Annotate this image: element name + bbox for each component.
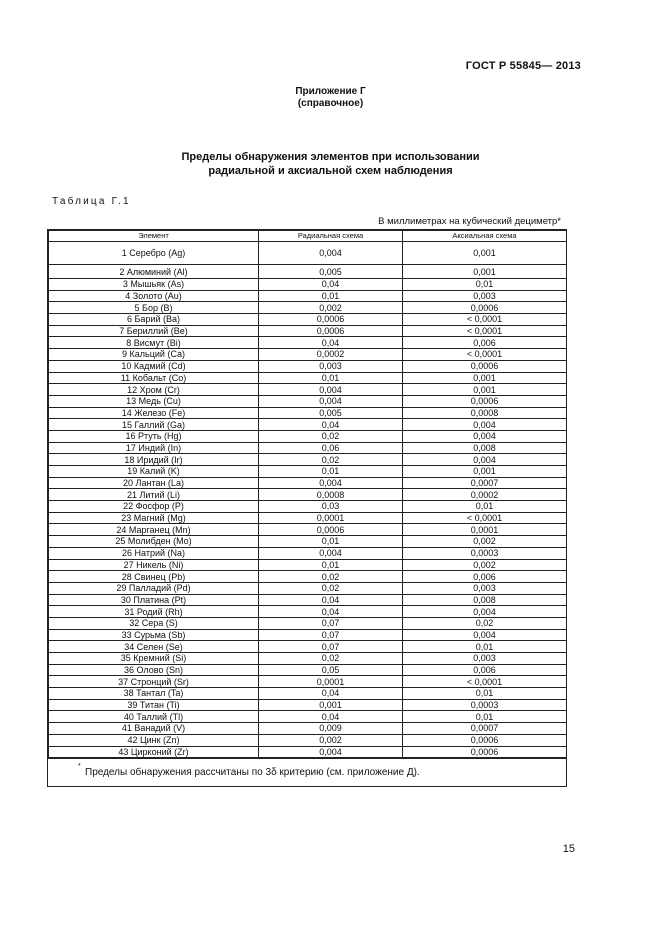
radial-value-cell: 0,04 [259, 594, 403, 606]
axial-value-cell: 0,0006 [403, 360, 567, 372]
axial-value-cell: 0,003 [403, 653, 567, 665]
element-cell: 38 Тантал (Ta) [49, 688, 259, 700]
radial-value-cell: 0,005 [259, 265, 403, 279]
table-row [49, 629, 567, 641]
radial-value-cell: 0,07 [259, 641, 403, 653]
radial-value-cell: 0,01 [259, 372, 403, 384]
element-cell: 35 Кремний (Si) [49, 653, 259, 665]
column-header-axial: Аксиальная схема [403, 231, 567, 242]
axial-value-cell: 0,0003 [403, 699, 567, 711]
radial-value-cell: 0,05 [259, 664, 403, 676]
table-row [49, 746, 567, 758]
table-row [49, 711, 567, 723]
radial-value-cell: 0,02 [259, 582, 403, 594]
table-row [49, 723, 567, 735]
element-cell: 23 Магний (Mg) [49, 512, 259, 524]
footnote-mark: * [78, 763, 81, 771]
element-cell: 33 Сурьма (Sb) [49, 629, 259, 641]
element-cell: 34 Селен (Se) [49, 641, 259, 653]
appendix-title: Приложение Г [295, 86, 366, 97]
table-row [49, 372, 567, 384]
table-row [49, 419, 567, 431]
units-note: В миллиметрах на кубический дециметр* [378, 216, 561, 227]
axial-value-cell: 0,002 [403, 559, 567, 571]
table-row [49, 489, 567, 501]
table-footnote [48, 758, 566, 786]
axial-value-cell: 0,001 [403, 384, 567, 396]
element-cell: 15 Галлий (Ga) [49, 419, 259, 431]
element-cell: 29 Палладий (Pd) [49, 582, 259, 594]
axial-value-cell: 0,02 [403, 617, 567, 629]
radial-value-cell: 0,004 [259, 395, 403, 407]
element-cell: 40 Таллий (Tl) [49, 711, 259, 723]
radial-value-cell: 0,005 [259, 407, 403, 419]
radial-value-cell: 0,01 [259, 466, 403, 478]
table-row [49, 302, 567, 314]
table-header-row [49, 231, 567, 242]
section-heading [0, 150, 661, 178]
element-cell: 13 Медь (Cu) [49, 395, 259, 407]
table-row [49, 559, 567, 571]
element-cell: 17 Индий (In) [49, 442, 259, 454]
radial-value-cell: 0,06 [259, 442, 403, 454]
table-row [49, 641, 567, 653]
radial-value-cell: 0,001 [259, 699, 403, 711]
element-cell: 1 Серебро (Ag) [49, 242, 259, 265]
table-row [49, 477, 567, 489]
axial-value-cell: 0,01 [403, 711, 567, 723]
table-row [49, 536, 567, 548]
axial-value-cell: 0,0001 [403, 524, 567, 536]
axial-value-cell: 0,006 [403, 571, 567, 583]
radial-value-cell: 0,0008 [259, 489, 403, 501]
radial-value-cell: 0,01 [259, 290, 403, 302]
radial-value-cell: 0,03 [259, 501, 403, 513]
appendix-subtitle: (справочное) [297, 98, 364, 109]
radial-value-cell: 0,002 [259, 302, 403, 314]
radial-value-cell: 0,04 [259, 606, 403, 618]
axial-value-cell: 0,01 [403, 279, 567, 291]
radial-value-cell: 0,004 [259, 384, 403, 396]
radial-value-cell: 0,0001 [259, 676, 403, 688]
heading-line-1: Пределы обнаружения элементов при использовании [181, 151, 480, 163]
axial-value-cell: 0,0007 [403, 477, 567, 489]
table-row [49, 360, 567, 372]
element-cell: 25 Молибден (Mo) [49, 536, 259, 548]
radial-value-cell: 0,04 [259, 711, 403, 723]
element-cell: 8 Висмут (Bi) [49, 337, 259, 349]
radial-value-cell: 0,02 [259, 571, 403, 583]
heading-line-2: радиальной и аксиальной схем наблюдения [208, 165, 453, 177]
element-cell: 16 Ртуть (Hg) [49, 430, 259, 442]
radial-value-cell: 0,02 [259, 430, 403, 442]
table-row [49, 699, 567, 711]
table-row [49, 279, 567, 291]
radial-value-cell: 0,004 [259, 547, 403, 559]
element-cell: 21 Литий (Li) [49, 489, 259, 501]
radial-value-cell: 0,04 [259, 688, 403, 700]
axial-value-cell: 0,004 [403, 419, 567, 431]
radial-value-cell: 0,02 [259, 653, 403, 665]
table-row [49, 325, 567, 337]
element-cell: 20 Лантан (La) [49, 477, 259, 489]
axial-value-cell: 0,0006 [403, 395, 567, 407]
table-row [49, 734, 567, 746]
column-header-element: Элемент [49, 231, 259, 242]
element-cell: 2 Алюминий (Al) [49, 265, 259, 279]
table-row [49, 466, 567, 478]
radial-value-cell: 0,0002 [259, 349, 403, 361]
axial-value-cell: 0,006 [403, 664, 567, 676]
element-cell: 37 Стронций (Sr) [49, 676, 259, 688]
column-header-radial: Радиальная схема [259, 231, 403, 242]
radial-value-cell: 0,01 [259, 559, 403, 571]
table-row [49, 688, 567, 700]
axial-value-cell: 0,003 [403, 582, 567, 594]
element-cell: 14 Железо (Fe) [49, 407, 259, 419]
table-row [49, 454, 567, 466]
axial-value-cell: 0,0006 [403, 734, 567, 746]
element-cell: 42 Цинк (Zn) [49, 734, 259, 746]
element-cell: 32 Сера (S) [49, 617, 259, 629]
table-row [49, 349, 567, 361]
element-cell: 43 Цирконий (Zr) [49, 746, 259, 758]
table-row [49, 606, 567, 618]
appendix-heading [0, 86, 661, 110]
table-row [49, 512, 567, 524]
radial-value-cell: 0,07 [259, 629, 403, 641]
element-cell: 41 Ванадий (V) [49, 723, 259, 735]
axial-value-cell: < 0,0001 [403, 314, 567, 326]
axial-value-cell: 0,004 [403, 606, 567, 618]
axial-value-cell: < 0,0001 [403, 676, 567, 688]
radial-value-cell: 0,002 [259, 734, 403, 746]
element-cell: 30 Платина (Pt) [49, 594, 259, 606]
table-row [49, 290, 567, 302]
table-row [49, 337, 567, 349]
element-cell: 36 Олово (Sn) [49, 664, 259, 676]
radial-value-cell: 0,01 [259, 536, 403, 548]
element-cell: 24 Марганец (Mn) [49, 524, 259, 536]
element-cell: 3 Мышьяк (As) [49, 279, 259, 291]
table-row [49, 242, 567, 265]
radial-value-cell: 0,04 [259, 279, 403, 291]
axial-value-cell: 0,001 [403, 466, 567, 478]
radial-value-cell: 0,04 [259, 337, 403, 349]
radial-value-cell: 0,0006 [259, 325, 403, 337]
table-row [49, 664, 567, 676]
table-row [49, 594, 567, 606]
axial-value-cell: 0,01 [403, 501, 567, 513]
element-cell: 22 Фосфор (P) [49, 501, 259, 513]
axial-value-cell: < 0,0001 [403, 512, 567, 524]
table-row [49, 407, 567, 419]
axial-value-cell: 0,004 [403, 454, 567, 466]
radial-value-cell: 0,004 [259, 242, 403, 265]
element-cell: 4 Золото (Au) [49, 290, 259, 302]
element-cell: 10 Кадмий (Cd) [49, 360, 259, 372]
axial-value-cell: 0,0008 [403, 407, 567, 419]
axial-value-cell: 0,01 [403, 641, 567, 653]
axial-value-cell: 0,006 [403, 337, 567, 349]
table-row [49, 501, 567, 513]
table-row [49, 524, 567, 536]
page-number: 15 [562, 843, 575, 855]
axial-value-cell: 0,003 [403, 290, 567, 302]
element-cell: 26 Натрий (Na) [49, 547, 259, 559]
radial-value-cell: 0,04 [259, 419, 403, 431]
element-cell: 9 Кальций (Ca) [49, 349, 259, 361]
table-row [49, 430, 567, 442]
radial-value-cell: 0,07 [259, 617, 403, 629]
axial-value-cell: 0,008 [403, 594, 567, 606]
radial-value-cell: 0,004 [259, 477, 403, 489]
table-label: Таблица Г.1 [52, 196, 131, 207]
table-row [49, 617, 567, 629]
table-row [49, 676, 567, 688]
table-row [49, 442, 567, 454]
axial-value-cell: 0,001 [403, 265, 567, 279]
table-row [49, 265, 567, 279]
axial-value-cell: 0,0006 [403, 302, 567, 314]
element-cell: 12 Хром (Cr) [49, 384, 259, 396]
radial-value-cell: 0,0006 [259, 524, 403, 536]
axial-value-cell: 0,001 [403, 372, 567, 384]
axial-value-cell: 0,0006 [403, 746, 567, 758]
table-row [49, 547, 567, 559]
table-row [49, 384, 567, 396]
element-cell: 39 Титан (Ti) [49, 699, 259, 711]
table-row [49, 314, 567, 326]
element-cell: 19 Калий (K) [49, 466, 259, 478]
axial-value-cell: 0,002 [403, 536, 567, 548]
table-row [49, 653, 567, 665]
radial-value-cell: 0,0006 [259, 314, 403, 326]
detection-limits-table [47, 229, 567, 787]
element-cell: 6 Барий (Ba) [49, 314, 259, 326]
element-cell: 18 Иридий (Ir) [49, 454, 259, 466]
axial-value-cell: 0,004 [403, 430, 567, 442]
axial-value-cell: 0,0003 [403, 547, 567, 559]
axial-value-cell: 0,001 [403, 242, 567, 265]
radial-value-cell: 0,02 [259, 454, 403, 466]
radial-value-cell: 0,0001 [259, 512, 403, 524]
axial-value-cell: 0,008 [403, 442, 567, 454]
footnote-text: Пределы обнаружения рассчитаны по 3δ критерию (см. приложение Д). [85, 767, 420, 779]
axial-value-cell: 0,0007 [403, 723, 567, 735]
radial-value-cell: 0,003 [259, 360, 403, 372]
radial-value-cell: 0,009 [259, 723, 403, 735]
element-cell: 27 Никель (Ni) [49, 559, 259, 571]
element-cell: 5 Бор (B) [49, 302, 259, 314]
element-cell: 28 Свинец (Pb) [49, 571, 259, 583]
standard-number: ГОСТ Р 55845— 2013 [465, 60, 581, 72]
table-row [49, 395, 567, 407]
axial-value-cell: 0,0002 [403, 489, 567, 501]
element-cell: 31 Родий (Rh) [49, 606, 259, 618]
element-cell: 7 Бериллий (Be) [49, 325, 259, 337]
axial-value-cell: < 0,0001 [403, 325, 567, 337]
axial-value-cell: 0,004 [403, 629, 567, 641]
axial-value-cell: 0,01 [403, 688, 567, 700]
element-cell: 11 Кобальт (Co) [49, 372, 259, 384]
radial-value-cell: 0,004 [259, 746, 403, 758]
table-row [49, 571, 567, 583]
table-row [49, 582, 567, 594]
axial-value-cell: < 0,0001 [403, 349, 567, 361]
